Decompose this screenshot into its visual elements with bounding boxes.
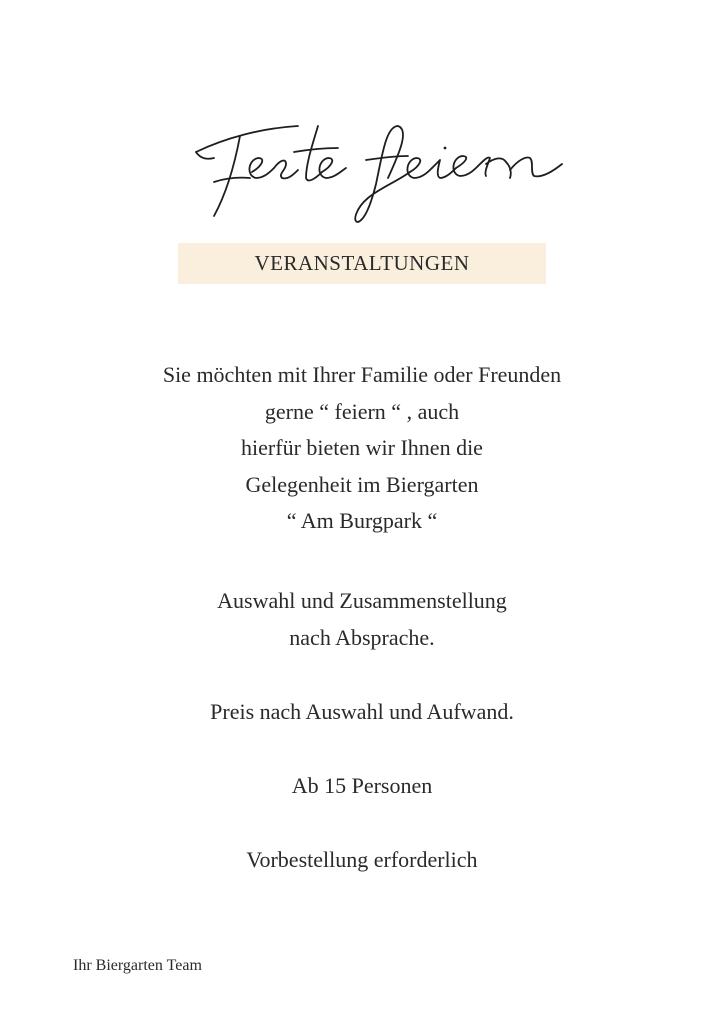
signature: Ihr Biergarten Team <box>73 957 202 974</box>
text-line: gerne “ feiern “ , auch <box>264 398 460 424</box>
paragraph-invitation <box>62 357 662 540</box>
text-line: Auswahl und Zusammenstellung <box>217 588 507 613</box>
paragraph-price <box>62 694 662 731</box>
text-line: Ab 15 Personen <box>291 773 433 798</box>
text-line: nach Absprache. <box>289 624 435 650</box>
text-line: Sie möchten mit Ihrer Familie oder Freunden <box>162 362 562 387</box>
text-line: Gelegenheit im Biergarten <box>245 471 479 497</box>
text-line: Vorbestellung erforderlich <box>246 847 478 872</box>
paragraph-min-guests <box>62 768 662 805</box>
paragraph-selection <box>62 583 662 656</box>
text-line: “ Am Burgpark “ <box>286 508 438 533</box>
category-label-box <box>178 243 546 284</box>
text-line: Preis nach Auswahl und Aufwand. <box>210 699 514 724</box>
script-title-lettering <box>0 108 724 228</box>
script-title <box>0 108 724 228</box>
paragraph-preorder <box>62 842 662 879</box>
category-label: VERANSTALTUNGEN <box>254 251 470 275</box>
text-line: hierfür bieten wir Ihnen die <box>241 435 483 460</box>
